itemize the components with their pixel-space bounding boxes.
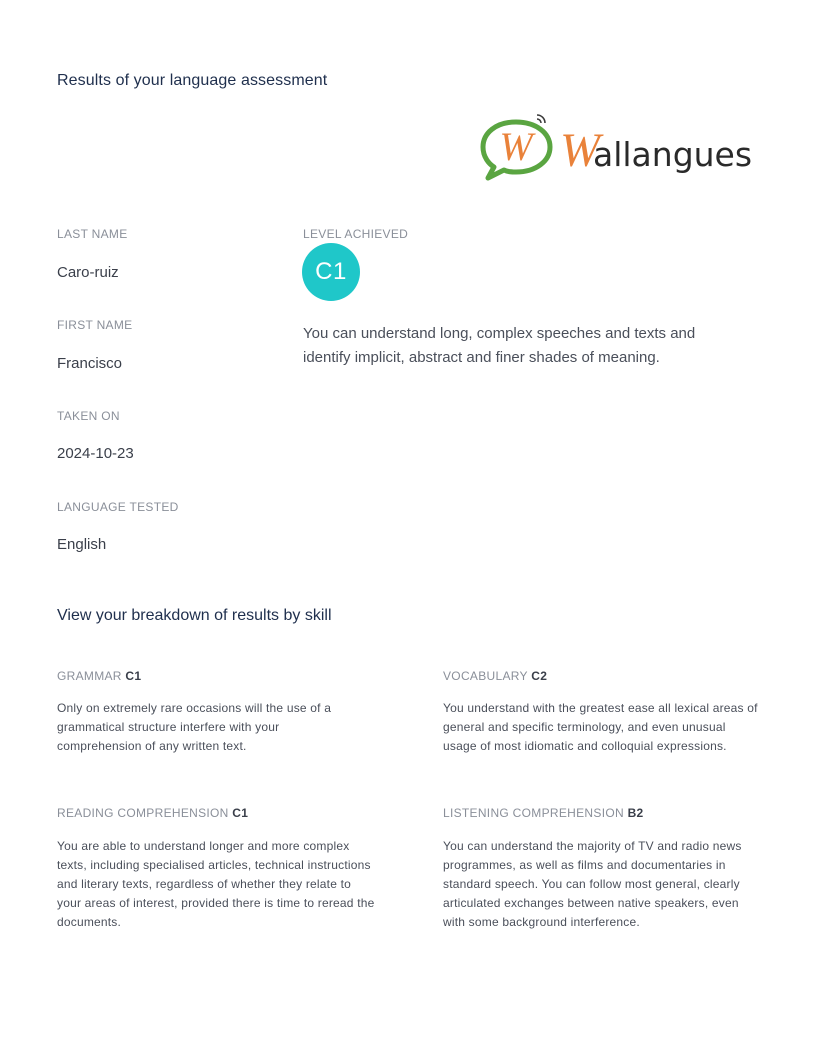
logo-text: allangues	[593, 135, 753, 174]
level-description: You can understand long, complex speeches and texts and identify implicit, abstract and finer shades of meaning.	[303, 325, 696, 366]
skill-level: C1	[232, 806, 249, 820]
language-tested-label: LANGUAGE TESTED	[57, 500, 179, 514]
skill-listening-heading	[443, 806, 644, 820]
skill-name: LISTENING COMPREHENSION	[443, 806, 624, 820]
skill-level: B2	[627, 806, 644, 820]
level-badge: C1	[302, 243, 360, 301]
speech-bubble-icon	[483, 122, 550, 178]
skill-name: GRAMMAR	[57, 669, 122, 683]
skill-level: C1	[125, 669, 142, 683]
taken-on-value: 2024-10-23	[57, 445, 134, 462]
skill-name: VOCABULARY	[443, 669, 528, 683]
first-name-label: FIRST NAME	[57, 318, 133, 332]
skill-listening-text: You can understand the majority of TV and radio news programmes, as well as films and documentaries in standard speech. You can follow most general, clearly articulated exchanges between native speakers, even with some background interference.	[443, 839, 742, 929]
last-name-value: Caro-ruiz	[57, 264, 119, 281]
taken-on-label: TAKEN ON	[57, 409, 120, 423]
skill-grammar-heading	[57, 669, 141, 683]
skill-vocabulary-heading	[443, 669, 547, 683]
first-name-value: Francisco	[57, 355, 123, 372]
logo-letter-w: W	[560, 124, 600, 177]
breakdown-title: View your breakdown of results by skill	[57, 607, 332, 624]
last-name-label: LAST NAME	[57, 227, 128, 241]
skill-grammar-text: Only on extremely rare occasions will the use of a grammatical structure interfere with your comprehension of any written text.	[57, 701, 332, 753]
skill-reading-text: You are able to understand longer and more complex texts, including specialised articles, technical instructions and literary texts, regardless of whether they relate to your areas of interest, provided there is time to reread the documents.	[57, 839, 375, 929]
skill-reading-heading	[57, 806, 248, 820]
bubble-letter: W	[499, 124, 533, 169]
wallangues-logo	[480, 112, 765, 184]
level-achieved-label: LEVEL ACHIEVED	[303, 227, 409, 241]
signal-icon	[537, 115, 545, 123]
skill-level: C2	[531, 669, 548, 683]
skill-name: READING COMPREHENSION	[57, 806, 229, 820]
language-tested-value: English	[57, 536, 107, 553]
page-title: Results of your language assessment	[57, 72, 328, 89]
skill-vocabulary-text: You understand with the greatest ease all lexical areas of general and specific terminology, and even unusual usage of most idiomatic and colloquial expressions.	[443, 701, 758, 753]
